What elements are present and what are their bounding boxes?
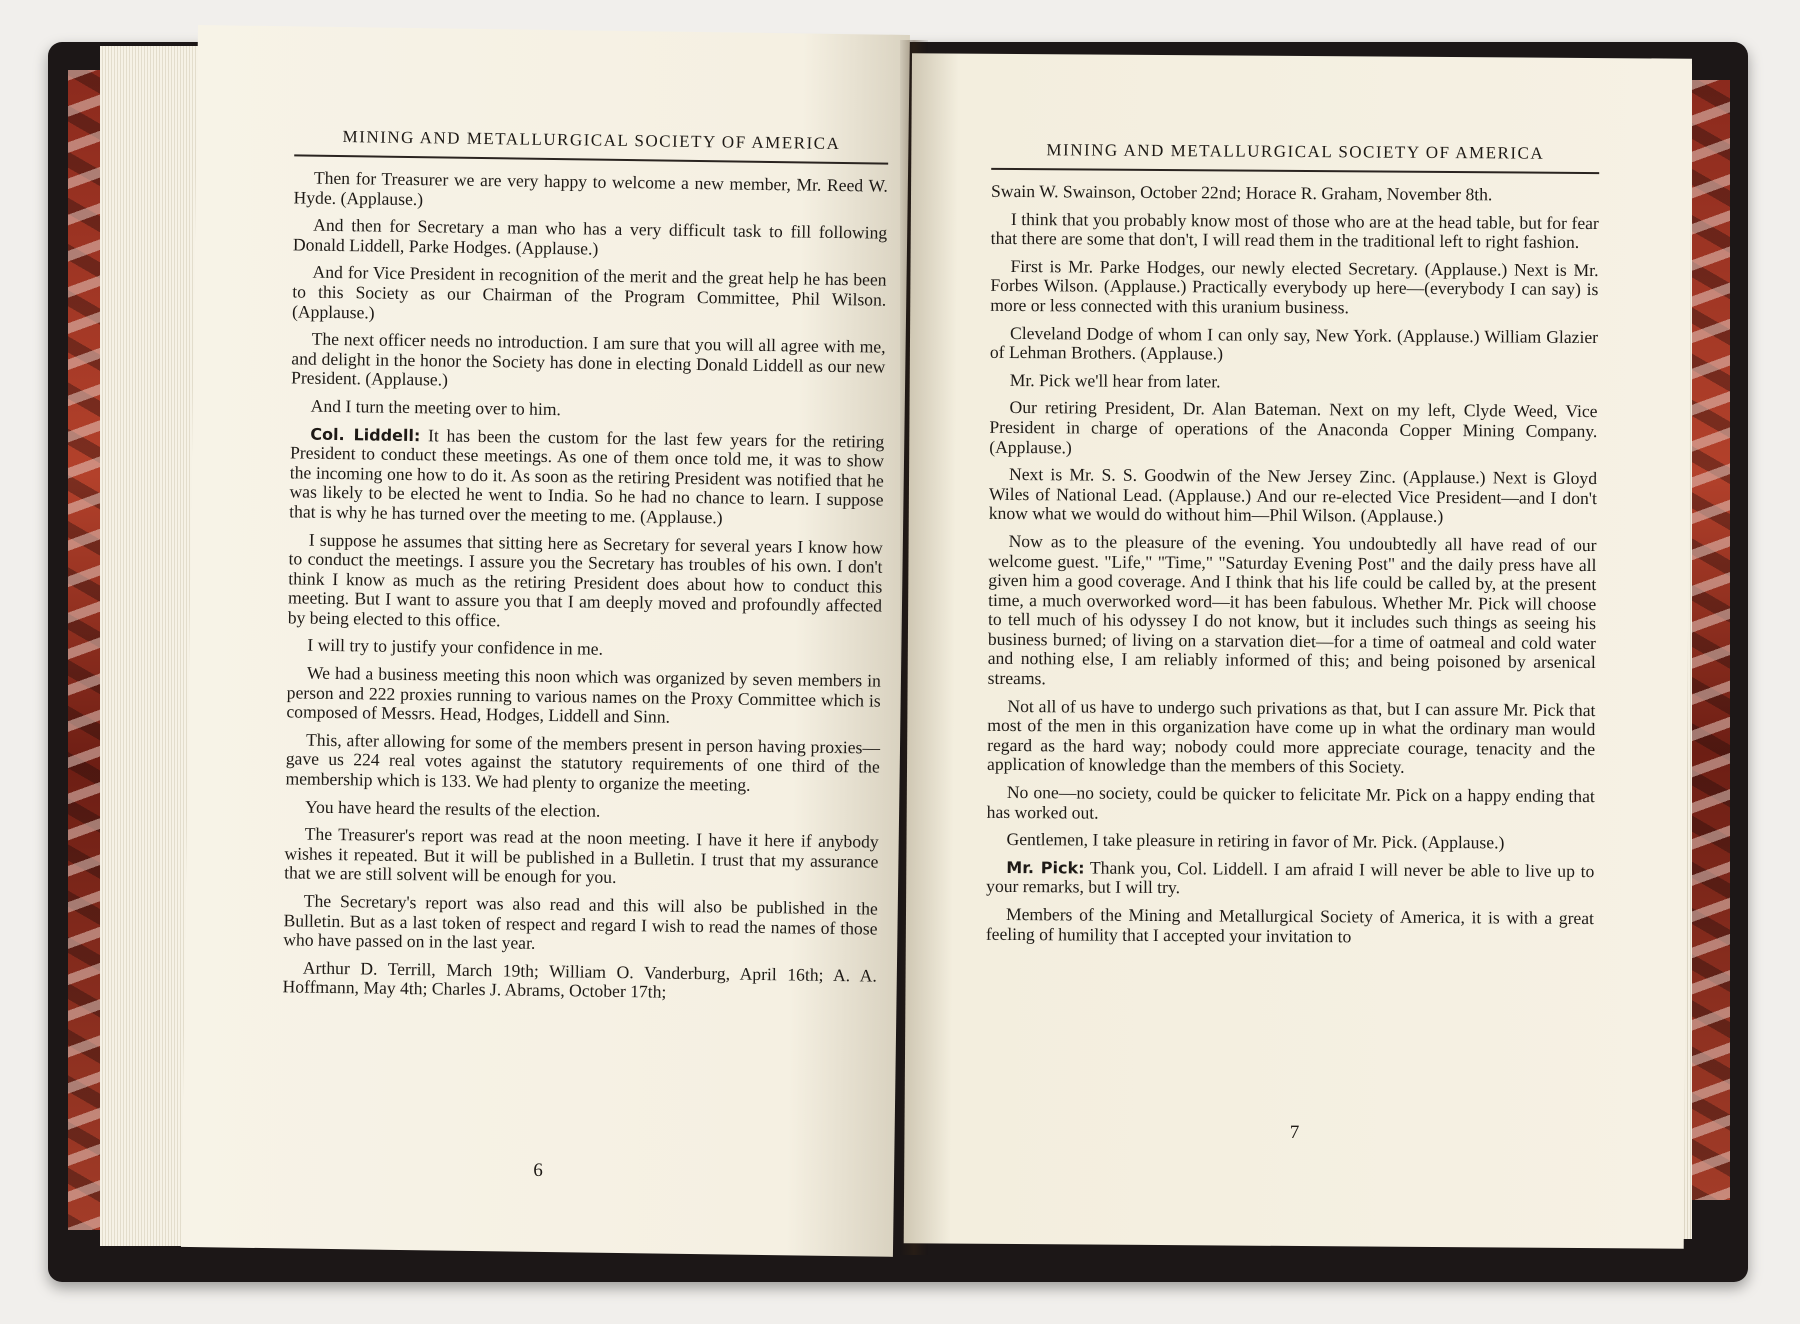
speaker-name: Col. Liddell: — [310, 424, 421, 445]
speaker-name: Mr. Pick: — [1006, 857, 1085, 878]
paragraph: Our retiring President, Dr. Alan Bateman. Next on my left, Clyde Weed, Vice President in charge of operations of the Anaconda Copper Mining Company. (Applause.) — [989, 397, 1598, 457]
paragraph: Gentlemen, I take pleasure in retiring in favor of Mr. Pick. (Applause.) — [1006, 829, 1505, 853]
paragraph: I think that you probably know most of those who are at the head table, but for fear that there are some that don't, I will read them in the traditional left to right fashion. — [990, 208, 1599, 253]
running-header-left: MINING AND METALLURGICAL SOCIETY OF AMERICA — [294, 126, 888, 164]
page-number-right: 7 — [1289, 1121, 1300, 1144]
paragraph: We had a business meeting this noon which was organized by seven members in person and 222 proxies running to various names on the Proxy Committee which is composed of Messrs. Head, Hodges, Liddell and Sinn. — [286, 662, 882, 727]
paragraph: Not all of us have to undergo such privations as that, but I can assure Mr. Pick that most of the men in this organization have come up in what the ordinary man would regard as the hard way; nobody could more appreciate courage, tenacity and the application of knowledge than the members of this Society. — [986, 695, 1596, 778]
paragraph: This, after allowing for some of the members present in person having proxies—gave us 224 real votes against the statutory requirements of one third of the membership which is 133. We had plenty to organize the meeting. — [285, 729, 881, 795]
paragraph: Then for Treasurer we are very happy to welcome a new member, Mr. Reed W. Hyde. (Applause.) — [293, 167, 888, 209]
paragraph: The Treasurer's report was read at the noon meeting. I have it here if anybody wishes it repeated. But it will be published in a Bulletin. I trust that my assurance that we are still solvent will be enough for you. — [284, 823, 879, 888]
paragraph: Mr. Pick we'll hear from later. — [1009, 369, 1221, 392]
paragraph: You have heard the results of the election. — [304, 796, 601, 821]
paragraph: And for Vice President in recognition of the merit and the great help he has been to this Society as our Chairman of the Program Committee, Phil Wilson. (Applause.) — [291, 262, 887, 323]
paragraph: No one—no society, could be quicker to felicitate Mr. Pick on a happy ending that has worked out. — [986, 781, 1595, 823]
paragraph: First is Mr. Parke Hodges, our newly elected Secretary. (Applause.) Next is Mr. Forbes Wilson. (Applause.) Practically everybody up here—(everybody I can say) is more or less connected with this uranium business. — [990, 255, 1599, 318]
paragraph: Cleveland Dodge of whom I can only say, New York. (Applause.) William Glazier of Lehman Brothers. (Applause.) — [989, 322, 1599, 364]
paragraph: Now as to the pleasure of the evening. You undoubtedly all have read of our welcome guest. "Life," "Time," "Saturday Evening Post" and the daily press have all given him a good coverage. And I think that his life could be called by, at the present time, a much overworked word—it has been fabulous. Whether Mr. Pick will choose to tell much of his odyssey I do not know, but it includes such things as seeing his business burned; of living on a starvation diet—for a time of oatmeal and cold water and nothing else, I am reliably informed of this; and being poisoned by arsenical streams. — [987, 530, 1597, 689]
paragraph: The next officer needs no introduction. I am sure that you will all agree with me, and delight in the honor the Society has done in electing Donald Liddell as our new President. (Applause.) — [290, 328, 886, 390]
paragraph: And then for Secretary a man who has a very difficult task to fill following Donald Liddell, Parke Hodges. (Applause.) — [292, 214, 888, 259]
marbled-endpaper-right — [1690, 80, 1730, 1200]
paragraph: Next is Mr. S. S. Goodwin of the New Jersey Zinc. (Applause.) Next is Gloyd Wiles of National Lead. (Applause.) And our re-elected Vice President—and I don't know what we would do without him—Phil Wilson. (Applause.) — [988, 464, 1598, 527]
paragraph: Arthur D. Terrill, March 19th; William O. Vanderburg, April 16th; A. A. Hoffmann, May 4th; Charles J. Abrams, October 17th; — [282, 957, 877, 1003]
paragraph: I will try to justify your confidence in me. — [307, 635, 604, 660]
paragraph: The Secretary's report was also read and this will also be published in the Bulletin. But as a last token of respect and regard I wish to read the names of those who have passed on in the last year. — [283, 890, 878, 954]
speech-text: It has been the custom for the last few years for the retiring President to conduct these meetings. As one of them once told me, it was to show the incoming one how to do it. As soon as the retiring President was notified that he was likely to be elected he went to India. So he had no chance to learn. I suppose that is why he has turned over the meeting to me. (Applause.) — [289, 424, 885, 528]
speech-text: Thank you, Col. Liddell. I am afraid I will never be able to live up to your remarks, but I will try. — [986, 857, 1595, 898]
right-page — [904, 53, 1692, 1248]
paragraph: I suppose he assumes that sitting here as Secretary for several years I know how to conduct the meetings. I assure you the Secretary has troubles of his own. I don't think I know as much as the retiring President does about how to conduct this meeting. But I want to assure you that I am deeply moved and profoundly affected by being elected to this office. — [287, 529, 883, 631]
running-header-right: MINING AND METALLURGICAL SOCIETY OF AMERICA — [991, 140, 1599, 174]
speech-paragraph — [289, 424, 884, 530]
page-number-left: 6 — [533, 1159, 543, 1181]
left-page — [181, 25, 910, 1257]
paragraph: Members of the Mining and Metallurgical Society of America, it is with a great feeling of humility that I accepted your invitation to — [985, 903, 1595, 946]
paragraph: Swain W. Swainson, October 22nd; Horace R. Graham, November 8th. — [990, 180, 1493, 205]
speech-paragraph — [986, 858, 1594, 901]
paragraph: And I turn the meeting over to him. — [310, 395, 562, 420]
